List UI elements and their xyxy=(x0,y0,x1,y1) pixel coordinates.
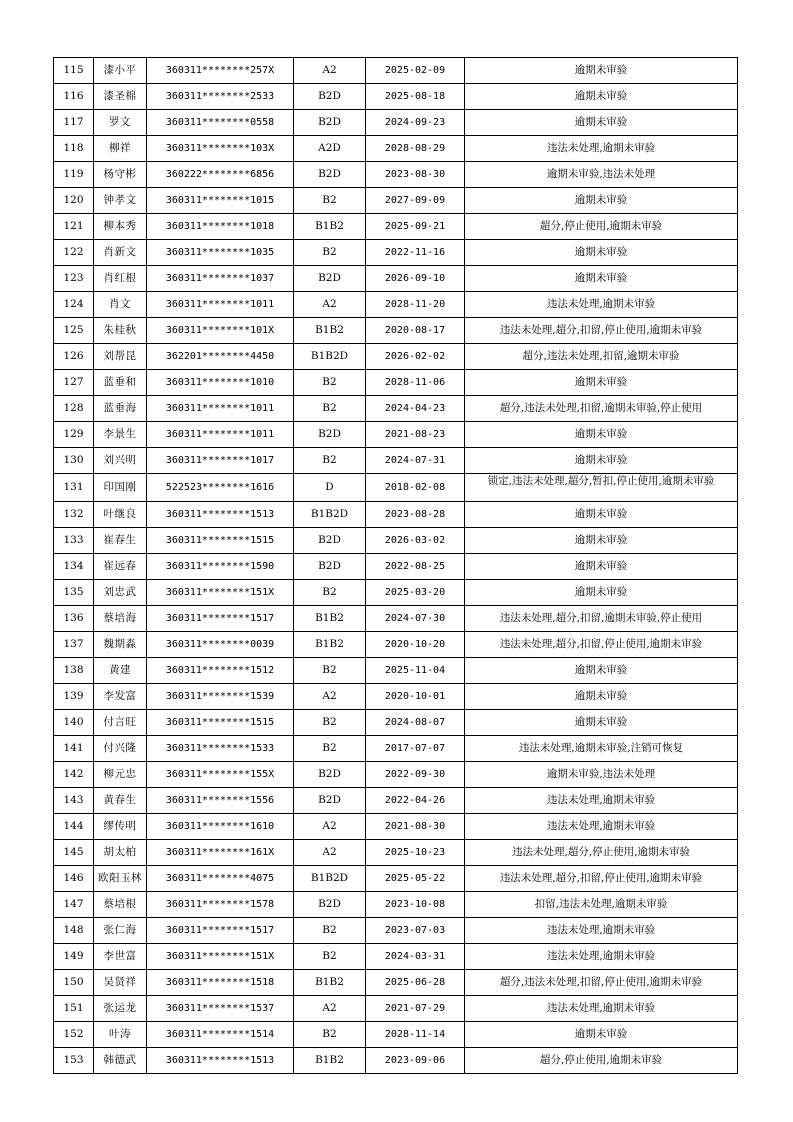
row-number-cell: 141 xyxy=(54,736,94,762)
license-class-cell: B2D xyxy=(294,110,366,136)
driver-records-table xyxy=(53,57,738,1074)
status-cell: 逾期未审验 xyxy=(465,528,738,554)
license-class-cell: B2 xyxy=(294,580,366,606)
table-row xyxy=(54,422,738,448)
status-cell: 逾期未审验,违法未处理 xyxy=(465,762,738,788)
status-cell: 逾期未审验 xyxy=(465,580,738,606)
status-cell: 逾期未审验 xyxy=(465,422,738,448)
table-row xyxy=(54,1048,738,1074)
table-row xyxy=(54,58,738,84)
name-cell: 刘兴明 xyxy=(94,448,147,474)
license-class-cell: B2 xyxy=(294,188,366,214)
status-cell: 逾期未审验 xyxy=(465,110,738,136)
date-cell: 2024-08-07 xyxy=(366,710,465,736)
date-cell: 2026-03-02 xyxy=(366,528,465,554)
name-cell: 付言旺 xyxy=(94,710,147,736)
id-number-cell: 360311********1533 xyxy=(147,736,294,762)
table-row xyxy=(54,370,738,396)
license-class-cell: D xyxy=(294,474,366,502)
license-class-cell: A2 xyxy=(294,814,366,840)
id-number-cell: 360311********1017 xyxy=(147,448,294,474)
license-class-cell: B2D xyxy=(294,788,366,814)
license-class-cell: B2 xyxy=(294,1022,366,1048)
name-cell: 肖红根 xyxy=(94,266,147,292)
license-class-cell: A2 xyxy=(294,684,366,710)
status-cell: 违法未处理,逾期未审验 xyxy=(465,136,738,162)
name-cell: 付兴隆 xyxy=(94,736,147,762)
status-cell: 逾期未审验 xyxy=(465,502,738,528)
table-row xyxy=(54,762,738,788)
license-class-cell: B2 xyxy=(294,658,366,684)
row-number-cell: 133 xyxy=(54,528,94,554)
date-cell: 2026-09-10 xyxy=(366,266,465,292)
row-number-cell: 126 xyxy=(54,344,94,370)
table-row xyxy=(54,632,738,658)
date-cell: 2023-08-28 xyxy=(366,502,465,528)
table-row xyxy=(54,162,738,188)
status-cell: 违法未处理,逾期未审验 xyxy=(465,292,738,318)
id-number-cell: 360311********1010 xyxy=(147,370,294,396)
name-cell: 魏期淼 xyxy=(94,632,147,658)
date-cell: 2020-10-01 xyxy=(366,684,465,710)
name-cell: 罗文 xyxy=(94,110,147,136)
date-cell: 2022-09-30 xyxy=(366,762,465,788)
date-cell: 2025-09-21 xyxy=(366,214,465,240)
status-cell: 逾期未审验,违法未处理 xyxy=(465,162,738,188)
license-class-cell: B1B2 xyxy=(294,1048,366,1074)
name-cell: 蔡培根 xyxy=(94,892,147,918)
table-row xyxy=(54,684,738,710)
license-class-cell: B2D xyxy=(294,892,366,918)
row-number-cell: 138 xyxy=(54,658,94,684)
name-cell: 叶继良 xyxy=(94,502,147,528)
license-class-cell: B1B2 xyxy=(294,632,366,658)
id-number-cell: 360311********1515 xyxy=(147,528,294,554)
date-cell: 2024-07-30 xyxy=(366,606,465,632)
date-cell: 2021-08-30 xyxy=(366,814,465,840)
date-cell: 2025-08-18 xyxy=(366,84,465,110)
table-row xyxy=(54,788,738,814)
name-cell: 欧阳玉林 xyxy=(94,866,147,892)
status-cell: 违法未处理,逾期未审验 xyxy=(465,814,738,840)
row-number-cell: 124 xyxy=(54,292,94,318)
status-cell: 逾期未审验 xyxy=(465,370,738,396)
status-cell: 违法未处理,逾期未审验,注销可恢复 xyxy=(465,736,738,762)
status-cell: 逾期未审验 xyxy=(465,658,738,684)
status-cell: 逾期未审验 xyxy=(465,684,738,710)
status-cell: 逾期未审验 xyxy=(465,448,738,474)
name-cell: 蓝垂海 xyxy=(94,396,147,422)
date-cell: 2023-09-06 xyxy=(366,1048,465,1074)
id-number-cell: 360311********1515 xyxy=(147,710,294,736)
table-row xyxy=(54,710,738,736)
status-cell: 超分,停止使用,逾期未审验 xyxy=(465,1048,738,1074)
date-cell: 2024-03-31 xyxy=(366,944,465,970)
table-row xyxy=(54,188,738,214)
table-row xyxy=(54,606,738,632)
id-number-cell: 360311********2533 xyxy=(147,84,294,110)
id-number-cell: 360311********1514 xyxy=(147,1022,294,1048)
status-cell: 违法未处理,超分,扣留,停止使用,逾期未审验 xyxy=(465,866,738,892)
row-number-cell: 147 xyxy=(54,892,94,918)
table-row xyxy=(54,1022,738,1048)
date-cell: 2021-08-23 xyxy=(366,422,465,448)
id-number-cell: 360311********1518 xyxy=(147,970,294,996)
date-cell: 2023-07-03 xyxy=(366,918,465,944)
license-class-cell: B2D xyxy=(294,762,366,788)
id-number-cell: 360311********0039 xyxy=(147,632,294,658)
name-cell: 韩德武 xyxy=(94,1048,147,1074)
row-number-cell: 143 xyxy=(54,788,94,814)
license-class-cell: B1B2 xyxy=(294,318,366,344)
status-cell: 违法未处理,超分,停止使用,逾期未审验 xyxy=(465,840,738,866)
id-number-cell: 360311********1610 xyxy=(147,814,294,840)
license-class-cell: A2D xyxy=(294,136,366,162)
name-cell: 崔春生 xyxy=(94,528,147,554)
status-cell: 违法未处理,逾期未审验 xyxy=(465,788,738,814)
row-number-cell: 118 xyxy=(54,136,94,162)
name-cell: 缪传明 xyxy=(94,814,147,840)
status-cell: 超分,停止使用,逾期未审验 xyxy=(465,214,738,240)
id-number-cell: 360311********4075 xyxy=(147,866,294,892)
license-class-cell: B2D xyxy=(294,422,366,448)
name-cell: 朱桂秋 xyxy=(94,318,147,344)
row-number-cell: 144 xyxy=(54,814,94,840)
id-number-cell: 360311********1018 xyxy=(147,214,294,240)
table-row xyxy=(54,814,738,840)
table-row xyxy=(54,918,738,944)
id-number-cell: 360311********161X xyxy=(147,840,294,866)
date-cell: 2028-11-14 xyxy=(366,1022,465,1048)
license-class-cell: B2 xyxy=(294,240,366,266)
id-number-cell: 360311********1556 xyxy=(147,788,294,814)
license-class-cell: B2 xyxy=(294,944,366,970)
date-cell: 2028-11-20 xyxy=(366,292,465,318)
table-row xyxy=(54,318,738,344)
status-cell: 逾期未审验 xyxy=(465,84,738,110)
license-class-cell: B1B2D xyxy=(294,502,366,528)
table-row xyxy=(54,266,738,292)
license-class-cell: B2D xyxy=(294,84,366,110)
license-class-cell: B1B2 xyxy=(294,606,366,632)
license-class-cell: A2 xyxy=(294,292,366,318)
license-class-cell: B2 xyxy=(294,370,366,396)
name-cell: 叶涛 xyxy=(94,1022,147,1048)
table-row xyxy=(54,528,738,554)
date-cell: 2027-09-09 xyxy=(366,188,465,214)
id-number-cell: 360311********1537 xyxy=(147,996,294,1022)
date-cell: 2024-07-31 xyxy=(366,448,465,474)
status-cell: 逾期未审验 xyxy=(465,188,738,214)
table-row xyxy=(54,84,738,110)
date-cell: 2020-10-20 xyxy=(366,632,465,658)
row-number-cell: 136 xyxy=(54,606,94,632)
license-class-cell: B2 xyxy=(294,710,366,736)
table-row xyxy=(54,396,738,422)
table-row xyxy=(54,136,738,162)
table-row xyxy=(54,944,738,970)
row-number-cell: 128 xyxy=(54,396,94,422)
status-cell: 违法未处理,超分,扣留,停止使用,逾期未审验 xyxy=(465,632,738,658)
id-number-cell: 360311********1513 xyxy=(147,502,294,528)
license-class-cell: B1B2 xyxy=(294,214,366,240)
row-number-cell: 150 xyxy=(54,970,94,996)
id-number-cell: 360311********155X xyxy=(147,762,294,788)
id-number-cell: 360311********103X xyxy=(147,136,294,162)
license-class-cell: B2D xyxy=(294,554,366,580)
row-number-cell: 135 xyxy=(54,580,94,606)
row-number-cell: 145 xyxy=(54,840,94,866)
date-cell: 2018-02-08 xyxy=(366,474,465,502)
id-number-cell: 360311********151X xyxy=(147,944,294,970)
row-number-cell: 146 xyxy=(54,866,94,892)
status-cell: 超分,违法未处理,扣留,逾期未审验 xyxy=(465,344,738,370)
license-class-cell: B1B2 xyxy=(294,970,366,996)
name-cell: 钟孝文 xyxy=(94,188,147,214)
name-cell: 肖文 xyxy=(94,292,147,318)
row-number-cell: 152 xyxy=(54,1022,94,1048)
row-number-cell: 121 xyxy=(54,214,94,240)
status-cell: 超分,违法未处理,扣留,逾期未审验,停止使用 xyxy=(465,396,738,422)
id-number-cell: 360311********1539 xyxy=(147,684,294,710)
id-number-cell: 360311********1590 xyxy=(147,554,294,580)
table-row xyxy=(54,996,738,1022)
license-class-cell: A2 xyxy=(294,996,366,1022)
date-cell: 2026-02-02 xyxy=(366,344,465,370)
license-class-cell: B2 xyxy=(294,396,366,422)
date-cell: 2022-08-25 xyxy=(366,554,465,580)
id-number-cell: 360311********1578 xyxy=(147,892,294,918)
status-cell: 逾期未审验 xyxy=(465,266,738,292)
row-number-cell: 131 xyxy=(54,474,94,502)
row-number-cell: 127 xyxy=(54,370,94,396)
status-cell: 违法未处理,逾期未审验 xyxy=(465,996,738,1022)
name-cell: 李发富 xyxy=(94,684,147,710)
id-number-cell: 360311********1512 xyxy=(147,658,294,684)
row-number-cell: 139 xyxy=(54,684,94,710)
row-number-cell: 148 xyxy=(54,918,94,944)
name-cell: 柳本秀 xyxy=(94,214,147,240)
status-cell: 逾期未审验 xyxy=(465,1022,738,1048)
id-number-cell: 360311********1011 xyxy=(147,396,294,422)
license-class-cell: B2 xyxy=(294,918,366,944)
license-class-cell: B2D xyxy=(294,162,366,188)
id-number-cell: 360311********1517 xyxy=(147,606,294,632)
name-cell: 张仁海 xyxy=(94,918,147,944)
date-cell: 2025-05-22 xyxy=(366,866,465,892)
table-row xyxy=(54,214,738,240)
id-number-cell: 360311********257X xyxy=(147,58,294,84)
row-number-cell: 125 xyxy=(54,318,94,344)
row-number-cell: 115 xyxy=(54,58,94,84)
id-number-cell: 360311********0558 xyxy=(147,110,294,136)
date-cell: 2023-10-08 xyxy=(366,892,465,918)
id-number-cell: 360311********1035 xyxy=(147,240,294,266)
row-number-cell: 117 xyxy=(54,110,94,136)
table-row xyxy=(54,736,738,762)
name-cell: 刘忠武 xyxy=(94,580,147,606)
row-number-cell: 129 xyxy=(54,422,94,448)
row-number-cell: 134 xyxy=(54,554,94,580)
id-number-cell: 360311********1011 xyxy=(147,422,294,448)
table-row xyxy=(54,554,738,580)
name-cell: 柳祥 xyxy=(94,136,147,162)
id-number-cell: 360222********6856 xyxy=(147,162,294,188)
table-row xyxy=(54,240,738,266)
name-cell: 李世富 xyxy=(94,944,147,970)
table-row xyxy=(54,292,738,318)
id-number-cell: 360311********1015 xyxy=(147,188,294,214)
date-cell: 2024-04-23 xyxy=(366,396,465,422)
row-number-cell: 123 xyxy=(54,266,94,292)
table-row xyxy=(54,474,738,502)
table-row xyxy=(54,110,738,136)
row-number-cell: 153 xyxy=(54,1048,94,1074)
row-number-cell: 119 xyxy=(54,162,94,188)
table-row xyxy=(54,344,738,370)
date-cell: 2022-04-26 xyxy=(366,788,465,814)
name-cell: 杨守彬 xyxy=(94,162,147,188)
table-row xyxy=(54,580,738,606)
name-cell: 黄春生 xyxy=(94,788,147,814)
license-class-cell: A2 xyxy=(294,58,366,84)
license-class-cell: B1B2D xyxy=(294,344,366,370)
date-cell: 2022-11-16 xyxy=(366,240,465,266)
id-number-cell: 360311********1011 xyxy=(147,292,294,318)
row-number-cell: 122 xyxy=(54,240,94,266)
name-cell: 李景生 xyxy=(94,422,147,448)
name-cell: 吴贤祥 xyxy=(94,970,147,996)
license-class-cell: B1B2D xyxy=(294,866,366,892)
name-cell: 蓝垂和 xyxy=(94,370,147,396)
row-number-cell: 130 xyxy=(54,448,94,474)
table-row xyxy=(54,502,738,528)
license-class-cell: B2 xyxy=(294,736,366,762)
status-cell: 逾期未审验 xyxy=(465,710,738,736)
name-cell: 刘帮昆 xyxy=(94,344,147,370)
name-cell: 柳元忠 xyxy=(94,762,147,788)
table-row xyxy=(54,970,738,996)
status-cell: 违法未处理,逾期未审验 xyxy=(465,918,738,944)
date-cell: 2025-03-20 xyxy=(366,580,465,606)
date-cell: 2023-08-30 xyxy=(366,162,465,188)
id-number-cell: 360311********1513 xyxy=(147,1048,294,1074)
table-row xyxy=(54,448,738,474)
row-number-cell: 149 xyxy=(54,944,94,970)
date-cell: 2028-11-06 xyxy=(366,370,465,396)
row-number-cell: 142 xyxy=(54,762,94,788)
id-number-cell: 360311********101X xyxy=(147,318,294,344)
table-row xyxy=(54,840,738,866)
name-cell: 漆圣棉 xyxy=(94,84,147,110)
id-number-cell: 360311********1037 xyxy=(147,266,294,292)
id-number-cell: 362201********4450 xyxy=(147,344,294,370)
status-cell: 逾期未审验 xyxy=(465,58,738,84)
name-cell: 胡太柏 xyxy=(94,840,147,866)
date-cell: 2025-10-23 xyxy=(366,840,465,866)
status-cell: 锁定,违法未处理,超分,暂扣,停止使用,逾期未审验 xyxy=(465,474,738,502)
status-cell: 超分,违法未处理,扣留,停止使用,逾期未审验 xyxy=(465,970,738,996)
row-number-cell: 151 xyxy=(54,996,94,1022)
table-row xyxy=(54,866,738,892)
status-cell: 逾期未审验 xyxy=(465,554,738,580)
name-cell: 蔡培海 xyxy=(94,606,147,632)
date-cell: 2020-08-17 xyxy=(366,318,465,344)
status-cell: 违法未处理,超分,扣留,逾期未审验,停止使用 xyxy=(465,606,738,632)
date-cell: 2025-02-09 xyxy=(366,58,465,84)
date-cell: 2025-11-04 xyxy=(366,658,465,684)
date-cell: 2025-06-28 xyxy=(366,970,465,996)
id-number-cell: 360311********1517 xyxy=(147,918,294,944)
name-cell: 印国刚 xyxy=(94,474,147,502)
date-cell: 2028-08-29 xyxy=(366,136,465,162)
name-cell: 漆小平 xyxy=(94,58,147,84)
date-cell: 2024-09-23 xyxy=(366,110,465,136)
date-cell: 2021-07-29 xyxy=(366,996,465,1022)
name-cell: 崔远春 xyxy=(94,554,147,580)
status-cell: 逾期未审验 xyxy=(465,240,738,266)
table-row xyxy=(54,658,738,684)
date-cell: 2017-07-07 xyxy=(366,736,465,762)
row-number-cell: 116 xyxy=(54,84,94,110)
name-cell: 黄建 xyxy=(94,658,147,684)
license-class-cell: B2 xyxy=(294,448,366,474)
table-row xyxy=(54,892,738,918)
license-class-cell: A2 xyxy=(294,840,366,866)
name-cell: 肖新文 xyxy=(94,240,147,266)
row-number-cell: 140 xyxy=(54,710,94,736)
license-class-cell: B2D xyxy=(294,528,366,554)
table-body xyxy=(54,58,738,1074)
row-number-cell: 120 xyxy=(54,188,94,214)
status-cell: 违法未处理,超分,扣留,停止使用,逾期未审验 xyxy=(465,318,738,344)
id-number-cell: 360311********151X xyxy=(147,580,294,606)
license-class-cell: B2D xyxy=(294,266,366,292)
row-number-cell: 132 xyxy=(54,502,94,528)
status-cell: 扣留,违法未处理,逾期未审验 xyxy=(465,892,738,918)
name-cell: 张运龙 xyxy=(94,996,147,1022)
status-cell: 违法未处理,逾期未审验 xyxy=(465,944,738,970)
id-number-cell: 522523********1616 xyxy=(147,474,294,502)
row-number-cell: 137 xyxy=(54,632,94,658)
